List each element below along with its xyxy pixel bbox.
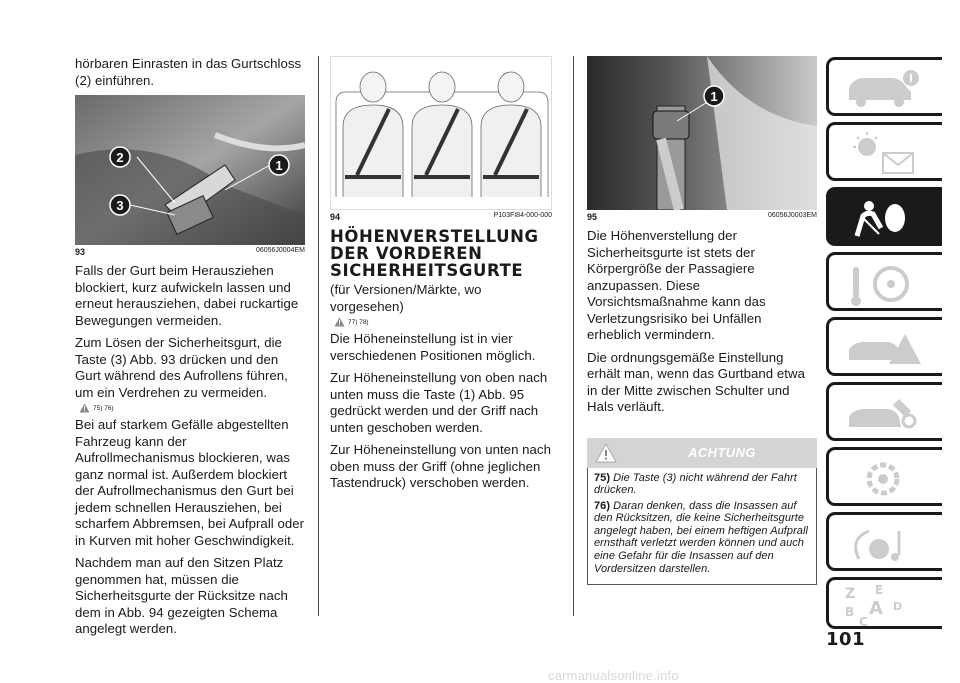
warning-triangle-icon: [79, 403, 90, 413]
paragraph: Zur Höheneinstellung von oben nach unten muss die Taste (1) Abb. 95 gedrückt werden und der Griff nach unten geschoben werden.: [330, 370, 548, 435]
warning-references: 77) 78): [334, 317, 552, 327]
section-heading: HÖHENVERSTELLUNG DER VORDEREN SICHERHEITSGURTE: [330, 227, 539, 280]
height-adjuster-illustration: [587, 56, 817, 210]
rear-seats-illustration: [331, 57, 552, 210]
warning-item: 75) Die Taste (3) nicht während der Fahrt drücken.: [594, 471, 797, 497]
warning-references: 75) 76): [79, 403, 305, 413]
safety-airbag-icon: [839, 194, 929, 244]
car-info-icon: [839, 64, 929, 114]
section-subheading: (für Versionen/Märkte, wo vorgesehen): [330, 282, 482, 314]
index-icon: [839, 584, 929, 628]
figure-94-caption: [330, 212, 552, 222]
page-number: 101: [826, 629, 866, 650]
column-3: [587, 56, 817, 585]
chapter-tabs: [826, 57, 942, 635]
tab-start-driving[interactable]: [826, 252, 942, 311]
paragraph: Die ordnungsgemäße Einstellung erhält man, wenn das Gurtband etwa in der Mitte zwischen Schulter und Hals verläuft.: [587, 349, 805, 414]
tab-maintenance[interactable]: [826, 382, 942, 441]
paragraph: Falls der Gurt beim Herausziehen blockiert, kurz aufwickeln lassen und erneut herausziehen, dabei ruckartige Bewegungen vermeiden.: [75, 263, 299, 328]
paragraph: Die Höhenverstellung der Sicherheitsgurte ist stets der Körpergröße der Passagiere anzupassen. Diese Vorsichtsmaßnahme kann das Verletzungsrisiko bei Unfällen erheblich vermindern.: [587, 228, 766, 342]
column-divider: [318, 56, 319, 616]
column-2: [330, 56, 552, 498]
svg-text:A: A: [869, 598, 883, 619]
tab-safety[interactable]: [826, 187, 942, 246]
intro-text: hörbaren Einrasten in das Gurtschloss (2) einführen.: [75, 56, 302, 88]
svg-text:C: C: [859, 615, 868, 628]
buckle-illustration: [75, 95, 305, 245]
warning-item: 76) Daran denken, dass die Insassen auf den Rücksitzen, die keine Sicherheitsgurte angelegt haben, bei einem heftigen Aufprall ernsthaft verletzt werden können und auch eine Gefahr für die Insassen auf den Vordersitzen darstellen.: [594, 499, 808, 575]
svg-text:E: E: [875, 584, 884, 597]
technical-data-icon: [839, 454, 929, 504]
tab-multimedia[interactable]: [826, 512, 942, 571]
svg-text:D: D: [893, 600, 903, 613]
tab-dashboard-lights[interactable]: [826, 122, 942, 181]
column-1: [75, 56, 305, 644]
figure-code: 06056J0004EM: [255, 247, 305, 254]
paragraph: Zum Lösen der Sicherheitsgurt, die Taste (3) Abb. 93 drücken und den Gurt während des Aufrollens führen, um ein Verdrehen zu vermeiden.: [75, 335, 288, 400]
figure-number: 93: [75, 247, 86, 257]
figure-95-height-adjuster-photo: [587, 56, 817, 210]
warning-header: [587, 438, 817, 468]
svg-text:1: 1: [275, 158, 283, 173]
svg-text:3: 3: [116, 198, 124, 213]
emergency-icon: [839, 324, 929, 374]
svg-text:Z: Z: [845, 586, 856, 602]
svg-text:2: 2: [116, 150, 124, 165]
figure-94-rear-seats: [330, 56, 552, 210]
figure-number: 95: [587, 212, 598, 222]
paragraph: Bei auf starkem Gefälle abgestellten Fahrzeug kann der Aufrollmechanismus blockieren, was ganz normal ist. Außerdem blockiert der Aufrollmechanismus den Gurt bei jedem schnellen Herausziehen, bei scharfem Abbremsen, bei Aufprall oder in Kurven mit hoher Geschwindigkeit.: [75, 417, 305, 548]
key-steering-icon: [839, 259, 929, 309]
tab-index[interactable]: [826, 577, 942, 629]
svg-text:1: 1: [710, 89, 718, 104]
figure-code: 06056J0003EM: [767, 212, 817, 219]
paragraph: Die Höheneinstellung ist in vier verschiedenen Positionen möglich.: [330, 331, 536, 363]
figure-code: P103FI84-000-000: [493, 212, 552, 219]
figure-93-caption: [75, 247, 305, 257]
maintenance-icon: [839, 389, 929, 439]
warning-box: [587, 438, 817, 586]
warning-triangle-icon: [334, 317, 345, 327]
figure-95-caption: [587, 212, 817, 222]
watermark: carmanualsonline.info: [548, 668, 679, 683]
paragraph: Nachdem man auf den Sitzen Platz genommen hat, müssen die Sicherheitsgurte der Rücksitze nach dem in Abb. 94 gezeigten Schema angelegt werden.: [75, 555, 288, 636]
dashboard-lights-icon: [839, 129, 929, 179]
column-divider: [573, 56, 574, 616]
svg-text:B: B: [845, 605, 855, 619]
tab-emergency[interactable]: [826, 317, 942, 376]
multimedia-icon: [839, 519, 929, 569]
figure-93-buckle-photo: [75, 95, 305, 245]
paragraph: Zur Höheneinstellung von unten nach oben muss der Griff (ohne jeglichen Tastendruck) verschoben werden.: [330, 442, 551, 490]
warning-title: ACHTUNG: [688, 445, 756, 460]
warning-body: [587, 468, 817, 586]
figure-number: 94: [330, 212, 341, 222]
tab-technical-data[interactable]: [826, 447, 942, 506]
tab-car-info[interactable]: [826, 57, 942, 116]
